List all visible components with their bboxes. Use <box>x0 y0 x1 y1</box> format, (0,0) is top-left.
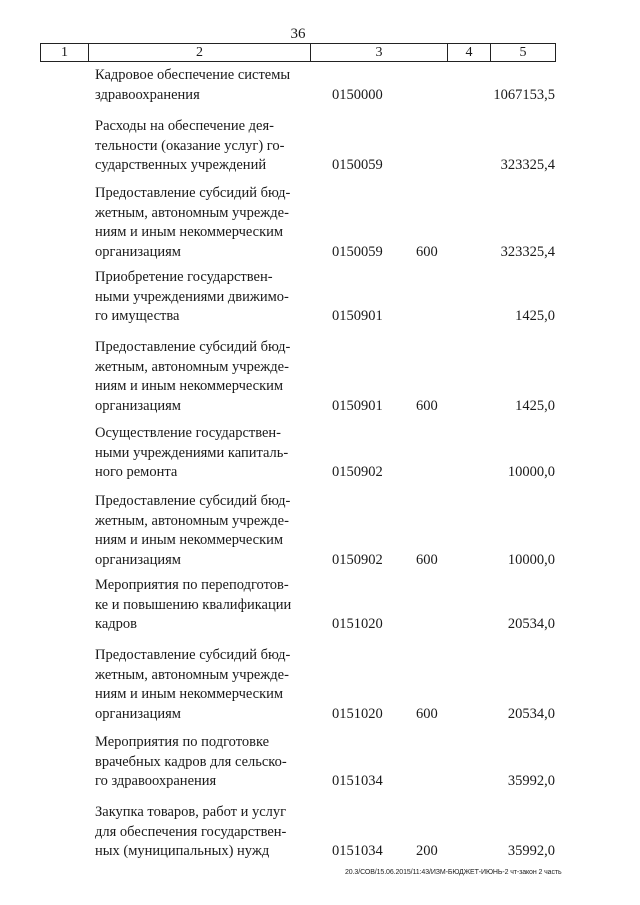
column-header-5: 5 <box>519 45 527 60</box>
row-description-line: Расходы на обеспечение дея- <box>95 118 274 134</box>
row-description-line: организациям <box>95 243 181 260</box>
row-description-line: врачебных кадров для сельско- <box>95 753 287 770</box>
row-amount: 1425,0 <box>515 308 555 325</box>
row-description-line: сударственных учреждений <box>95 157 267 174</box>
row-description-line: кадров <box>95 616 137 633</box>
row-description <box>95 803 305 862</box>
row-description <box>95 117 305 176</box>
row-description-line: Кадровое обеспечение системы <box>95 67 291 83</box>
row-code: 0150059 <box>332 243 383 260</box>
row-description-line: ными учреждениями капиталь- <box>95 444 289 461</box>
row-description-line: Предоставление субсидий бюд- <box>95 493 291 509</box>
row-amount: 20534,0 <box>507 616 555 633</box>
row-description-line: ными учреждениями движимо- <box>95 288 289 305</box>
row-description-line: Предоставление субсидий бюд- <box>95 339 291 355</box>
row-description-line: жетным, автономным учрежде- <box>95 512 289 529</box>
row-description-line: Приобретение государствен- <box>95 269 273 285</box>
row-description-line: го имущества <box>95 308 180 325</box>
row-amount: 35992,0 <box>507 843 555 860</box>
row-description <box>95 184 305 262</box>
row-description-line: ке и повышению квалификации <box>95 596 292 613</box>
column-header-4: 4 <box>448 44 491 61</box>
row-description-line: ниям и иным некоммерческим <box>95 224 284 241</box>
row-amount: 323325,4 <box>500 243 555 260</box>
row-description <box>95 66 305 105</box>
row-code: 0151020 <box>332 616 383 633</box>
row-code: 0151034 <box>332 843 383 860</box>
row-code: 0150000 <box>332 86 383 103</box>
row-description <box>95 424 305 483</box>
row-description-line: Осуществление государствен- <box>95 425 282 441</box>
row-expense-type: 600 <box>416 397 438 414</box>
row-code: 0150901 <box>332 397 383 414</box>
row-expense-type: 600 <box>416 705 438 722</box>
row-description-line: тельности (оказание услуг) го- <box>95 137 285 154</box>
row-description-line: Закупка товаров, работ и услуг <box>95 804 287 820</box>
column-header-2: 2 <box>89 44 311 61</box>
row-expense-type: 200 <box>416 843 438 860</box>
column-header-3: 3 <box>311 44 448 61</box>
row-description-line: Предоставление субсидий бюд- <box>95 647 291 663</box>
row-amount: 35992,0 <box>507 773 555 790</box>
row-description <box>95 492 305 570</box>
column-header-1: 1 <box>41 44 89 61</box>
row-description <box>95 576 305 635</box>
row-description-line: Мероприятия по подготовке <box>95 734 270 750</box>
row-description-line: организациям <box>95 705 181 722</box>
row-description-line: жетным, автономным учрежде- <box>95 204 289 221</box>
row-description-line: организациям <box>95 551 181 568</box>
row-description-line: Предоставление субсидий бюд- <box>95 185 291 201</box>
row-description-line: ниям и иным некоммерческим <box>95 378 284 395</box>
row-description <box>95 733 305 792</box>
row-description <box>95 268 305 327</box>
row-description-line: жетным, автономным учрежде- <box>95 358 289 375</box>
row-description-line: Мероприятия по переподготов- <box>95 577 289 593</box>
row-description-line: для обеспечения государствен- <box>95 823 287 840</box>
row-description-line: жетным, автономным учрежде- <box>95 666 289 683</box>
column-header-row <box>40 43 556 62</box>
row-code: 0151020 <box>332 705 383 722</box>
footer-file-note: 20.3/СОВ/15.06.2015/11:43/ИЗМ-БЮДЖЕТ-ИЮНЬ-2 чт-закон 2 часть <box>345 869 562 876</box>
row-amount: 1067153,5 <box>493 86 555 103</box>
row-code: 0150902 <box>332 464 383 481</box>
row-amount: 1425,0 <box>515 397 555 414</box>
page-number: 36 <box>290 26 306 42</box>
row-code: 0151034 <box>332 773 383 790</box>
row-description-line: ного ремонта <box>95 464 178 481</box>
row-amount: 10000,0 <box>507 464 555 481</box>
row-description-line: го здравоохранения <box>95 773 217 790</box>
row-amount: 20534,0 <box>507 705 555 722</box>
row-description <box>95 338 305 416</box>
row-description-line: организациям <box>95 397 181 414</box>
row-expense-type: 600 <box>416 551 438 568</box>
row-amount: 10000,0 <box>507 551 555 568</box>
row-expense-type: 600 <box>416 243 438 260</box>
row-description-line: ниям и иным некоммерческим <box>95 532 284 549</box>
row-description-line: здравоохранения <box>95 86 200 103</box>
row-code: 0150059 <box>332 157 383 174</box>
row-description <box>95 646 305 724</box>
row-description-line: ниям и иным некоммерческим <box>95 686 284 703</box>
row-amount: 323325,4 <box>500 157 555 174</box>
row-description-line: ных (муниципальных) нужд <box>95 843 270 860</box>
row-code: 0150902 <box>332 551 383 568</box>
row-code: 0150901 <box>332 308 383 325</box>
